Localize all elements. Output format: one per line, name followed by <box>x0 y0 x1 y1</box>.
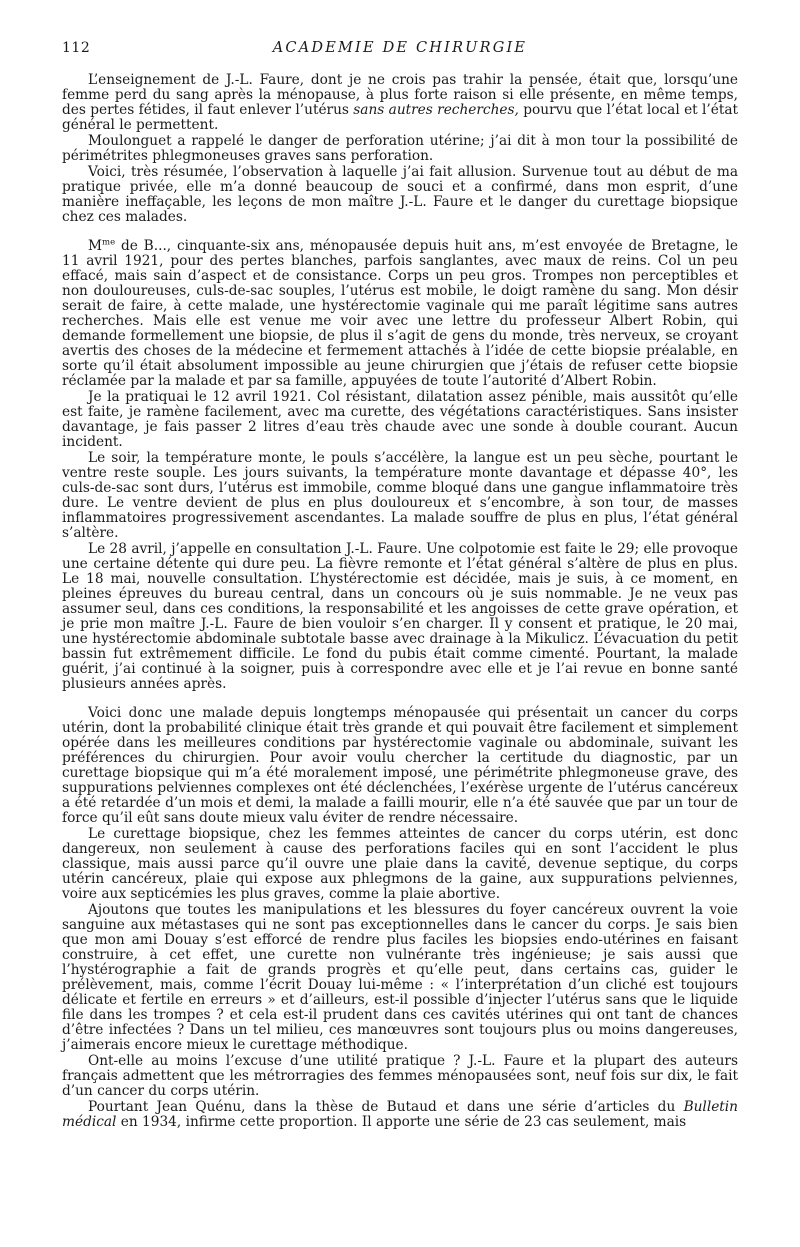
text-run: pourvu que l’état local et l’état général le permettent. <box>62 102 739 133</box>
text-run: Ont-elle au moins l’excuse d’une utilité pratique ? J.-L. Faure et la plupart des auteurs français admettent que les métrorragies des femmes ménopausées sont, neuf fois sur dix, le fait d’un cancer du corps utérin. <box>62 1053 738 1099</box>
paragraph <box>62 1100 738 1130</box>
paragraph <box>62 903 738 1053</box>
superscript-text: me <box>102 237 116 248</box>
text-run: Ajoutons que toutes les manipulations et les blessures du foyer cancéreux ouvrent la voie sanguine aux métastases qui ne sont pas exceptionnelles dans le cancer du corps. Je sais bien que mon ami Douay s’est efforcé de rendre plus faciles les biopsies endo-utérines en faisant construire, à cet effet, une curette non vulnérante très ingénieuse; je sais aussi que l’hystérographie a fait de grands progrès et qu’elle peut, dans certains cas, guider le prélèvement, mais, comme l’écrit Douay lui-même : « l’interprétation d’un cliché est toujours délicate et fertile en erreurs » et d’ailleurs, est-il possible d’injecter l’utérus sans que le liquide file dans les trompes ? et cela est-il prudent dans ces cavités utérines qui ont tant de chances d’être infectées ? Dans un tel milieu, ces manœuvres sont toujours plus ou moins dangereuses, j’aimerais encore mieux le curettage méthodique. <box>62 902 738 1053</box>
text-run: Pourtant Jean Quénu, dans la thèse de Butaud et dans une série d’articles du <box>88 1099 684 1115</box>
paragraph <box>62 451 738 541</box>
paragraph <box>62 134 738 164</box>
text-run: de B..., cinquante-six ans, ménopausée depuis huit ans, m’est envoyée de Bretagne, le 11 avril 1921, pour des pertes blanches, parfois sanglantes, avec maux de reins. Col un peu effacé, mais sain d’aspect et de consistance. Corps un peu gros. Trompes non perceptibles et non douloureuses, culs-de-sac souples, l’utérus est mobile, le doigt ramène du sang. Mon désir serait de faire, à cette malade, une hystérectomie vaginale qui me paraît légitime sans autres recherches. Mais elle est venue me voir avec une lettre du professeur Albert Robin, qui demande formellement une biopsie, de plus il s’agit de gens du monde, très nerveux, se croyant avertis des choses de la médecine et fermement attachés à l’idée de cette biopsie préalable, en sorte qu’il était absolument impossible au jeune chirurgien que j’étais de refuser cette biopsie réclamée par la malade et par sa famille, appuyées de toute l’autorité d’Albert Robin. <box>62 238 738 389</box>
italic-text: Bulletin médical <box>62 1099 738 1130</box>
paragraph <box>62 165 738 225</box>
page-header <box>62 40 738 60</box>
page-number: 112 <box>62 40 91 56</box>
text-run: Le curettage biopsique, chez les femmes atteintes de cancer du corps utérin, est donc dangereux, non seulement à cause des perforations faciles qui en sont l’accident le plus classique, mais aussi parce qu’il ouvre une plaie dans la cavité, devenue septique, du corps utérin cancéreux, plaie qui expose aux phlegmons de la gaine, aux suppurations pelviennes, voire aux septicémies les plus graves, comme la plaie abortive. <box>62 826 738 902</box>
paragraph <box>62 239 738 389</box>
text-run: Je la pratiquai le 12 avril 1921. Col résistant, dilatation assez pénible, mais aussitôt qu’elle est faite, je ramène facilement, avec ma curette, des végétations caractéristiques. Sans insister davantage, je fais passer 2 litres d’eau très chaude avec une sonde à double courant. Aucun incident. <box>62 389 738 450</box>
text-run: Voici, très résumée, l’observation à laquelle j’ai fait allusion. Survenue tout au début de ma pratique privée, elle m’a donné beaucoup de souci et a confirmé, dans mon esprit, d’une manière ineffaçable, les leçons de mon maître J.-L. Faure et le danger du curettage biopsique chez ces malades. <box>62 164 738 225</box>
paragraph <box>62 706 738 826</box>
paragraph <box>62 73 738 133</box>
paragraph <box>62 390 738 450</box>
paragraph <box>62 1054 738 1099</box>
text-run: M <box>88 238 103 254</box>
paragraph <box>62 827 738 902</box>
text-run: L’enseignement de J.-L. Faure, dont je ne crois pas trahir la pensée, était que, lorsqu’une femme perd du sang après la ménopause, à plus forte raison si elle présente, en même temps, des pertes fétides, il faut enlever l’utérus <box>62 72 738 118</box>
body-text <box>62 73 738 1131</box>
text-run: en 1934, infirme cette proportion. Il apporte une série de 23 cas seulement, mais <box>116 1114 687 1130</box>
text-run: Moulonguet a rappelé le danger de perforation utérine; j’ai dit à mon tour la possibilité de périmétrites phlegmoneuses graves sans perforation. <box>62 133 738 164</box>
italic-text: sans autres recherches, <box>353 102 519 118</box>
text-run: Voici donc une malade depuis longtemps ménopausée qui présentait un cancer du corps utérin, dont la probabilité clinique était très grande et qui pouvait être facilement et simplement opérée dans les meilleures conditions par hystérectomie vaginale ou abdominale, suivant les préférences du chirurgien. Pour avoir voulu chercher la certitude du diagnostic, par un curettage biopsique qui m’a été moralement imposé, une périmétrite phlegmoneuse grave, des suppurations pelviennes complexes ont été déclenchées, l’exérèse urgente de l’utérus cancéreux a été retardée d’un mois et demi, la malade a failli mourir, elle n’a été sauvée que par un tour de force qu’il eût sans doute mieux valu éviter de rendre nécessaire. <box>62 705 738 826</box>
text-run: Le soir, la température monte, le pouls s’accélère, la langue est un peu sèche, pourtant le ventre reste souple. Les jours suivants, la température monte davantage et dépasse 40°, les culs-de-sac sont durs, l’utérus est immobile, comme bloqué dans une gangue inflammatoire très dure. Le ventre devient de plus en plus douloureux et s’encombre, à son tour, de masses inflammatoires progressivement ascendantes. La malade souffre de plus en plus, l’état général s’altère. <box>62 450 738 541</box>
text-run: Le 28 avril, j’appelle en consultation J.-L. Faure. Une colpotomie est faite le 29; elle provoque une certaine détente qui dure peu. La fièvre remonte et l’état général s’altère de plus en plus. Le 18 mai, nouvelle consultation. L’hystérectomie est décidée, mais je suis, à ce moment, en pleines épreuves du bureau central, dans un concours où je suis nommable. Je ne veux pas assumer seul, dans ces conditions, la responsabilité et les angoisses de cette grave opération, et je prie mon maître J.-L. Faure de bien vouloir s’en charger. Il y consent et pratique, le 20 mai, une hystérectomie abdominale subtotale basse avec drainage à la Mikulicz. L’évacuation du petit bassin fut extrêmement difficile. Le fond du pubis était comme cimenté. Pourtant, la malade guérit, j’ai continué à la soigner, puis à correspondre avec elle et je l’ai revue en bonne santé plusieurs années après. <box>62 541 738 692</box>
running-head: ACADEMIE DE CHIRURGIE <box>272 40 528 56</box>
paragraph <box>62 542 738 692</box>
